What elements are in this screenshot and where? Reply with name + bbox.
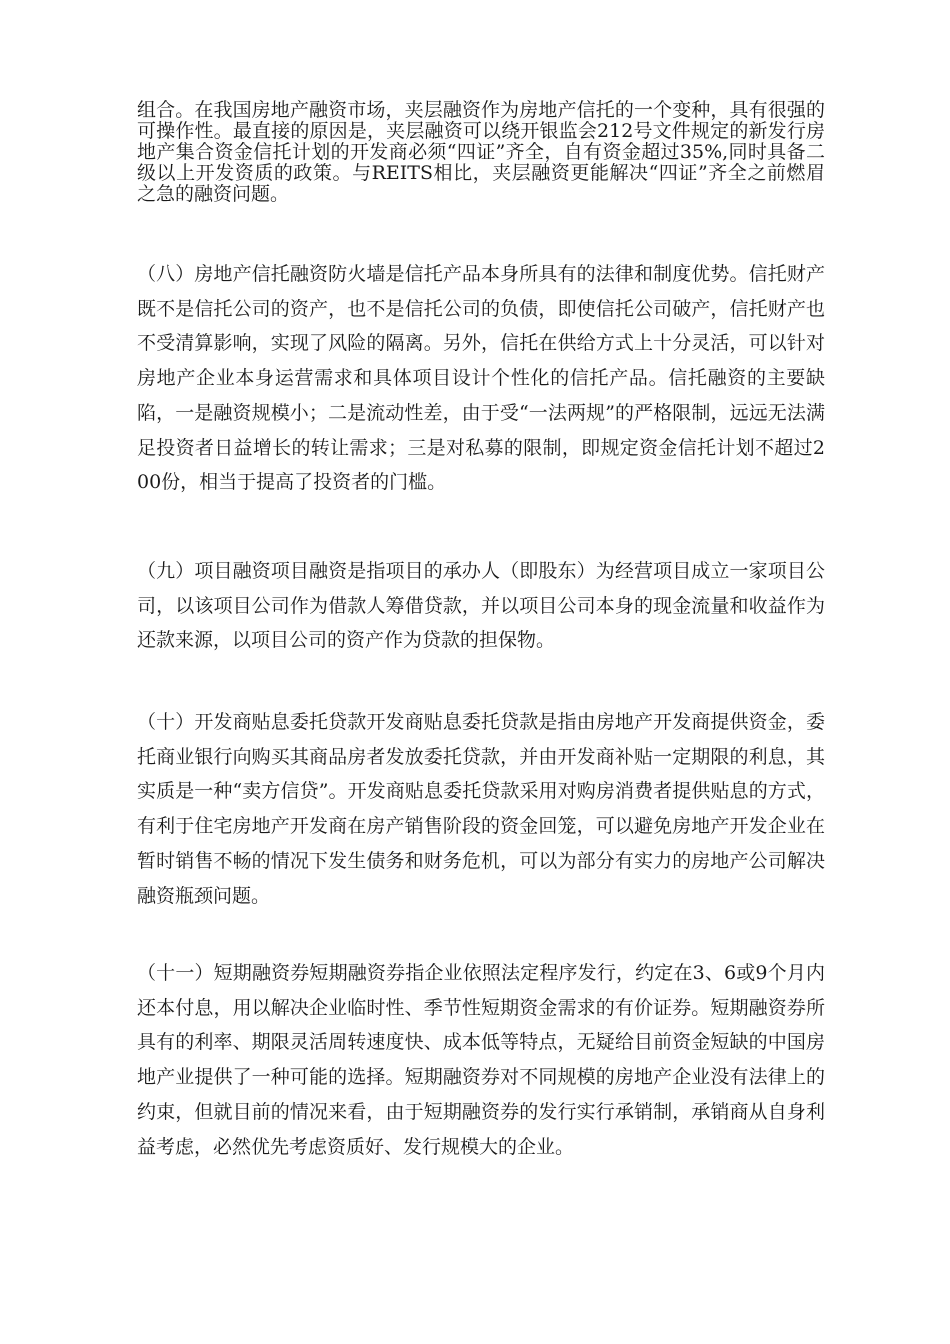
paragraph-project-financing: （九）项目融资项目融资是指项目的承办人（即股东）为经营项目成立一家项目公司，以该项目公司作为借款人筹借贷款，并以项目公司本身的现金流量和收益作为还款来源，以项目公司的资产作为贷款的担保物。 bbox=[137, 560, 825, 652]
paragraph-real-estate-trust: （八）房地产信托融资防火墙是信托产品本身所具有的法律和制度优势。信托财产既不是信托公司的资产，也不是信托公司的负债，即使信托公司破产，信托财产也不受清算影响，实现了风险的隔离。另外，信托在供给方式上十分灵活，可以针对房地产企业本身运营需求和具体项目设计个性化的信托产品。信托融资的主要缺陷，一是融资规模小；二是流动性差，由于受“一法两规”的严格限制，远远无法满足投资者日益增长的转让需求；三是对私募的限制，即规定资金信托计划不超过200份，相当于提高了投资者的门槛。 bbox=[137, 263, 825, 494]
paragraph-short-term-financing-bills: （十一）短期融资券短期融资券指企业依照法定程序发行，约定在3、6或9个月内还本付息，用以解决企业临时性、季节性短期资金需求的有价证券。短期融资券所具有的利率、期限灵活周转速度快、成本低等特点，无疑给目前资金短缺的中国房地产业提供了一种可能的选择。短期融资券对不同规模的房地产企业没有法律上的约束，但就目前的情况来看，由于短期融资券的发行实行承销制，承销商从自身利益考虑，必然优先考虑资质好、发行规模大的企业。 bbox=[137, 962, 825, 1158]
paragraph-mezzanine-financing: 组合。在我国房地产融资市场，夹层融资作为房地产信托的一个变种，具有很强的可操作性。最直接的原因是，夹层融资可以绕开银监会212号文件规定的新发行房地产集合资金信托计划的开发商必须“四证”齐全，自有资金超过35%,同时具备二级以上开发资质的政策。与REITS相比，夹层融资更能解决“四证”齐全之前燃眉之急的融资问题。 bbox=[137, 99, 825, 205]
paragraph-developer-subsidized-loan: （十）开发商贴息委托贷款开发商贴息委托贷款是指由房地产开发商提供资金，委托商业银行向购买其商品房者发放委托贷款，并由开发商补贴一定期限的利息，其实质是一种“卖方信贷”。开发商贴息委托贷款采用对购房消费者提供贴息的方式，有利于住宅房地产开发商在房产销售阶段的资金回笼，可以避免房地产开发企业在暂时销售不畅的情况下发生债务和财务危机，可以为部分有实力的房地产公司解决融资瓶颈问题。 bbox=[137, 711, 825, 907]
